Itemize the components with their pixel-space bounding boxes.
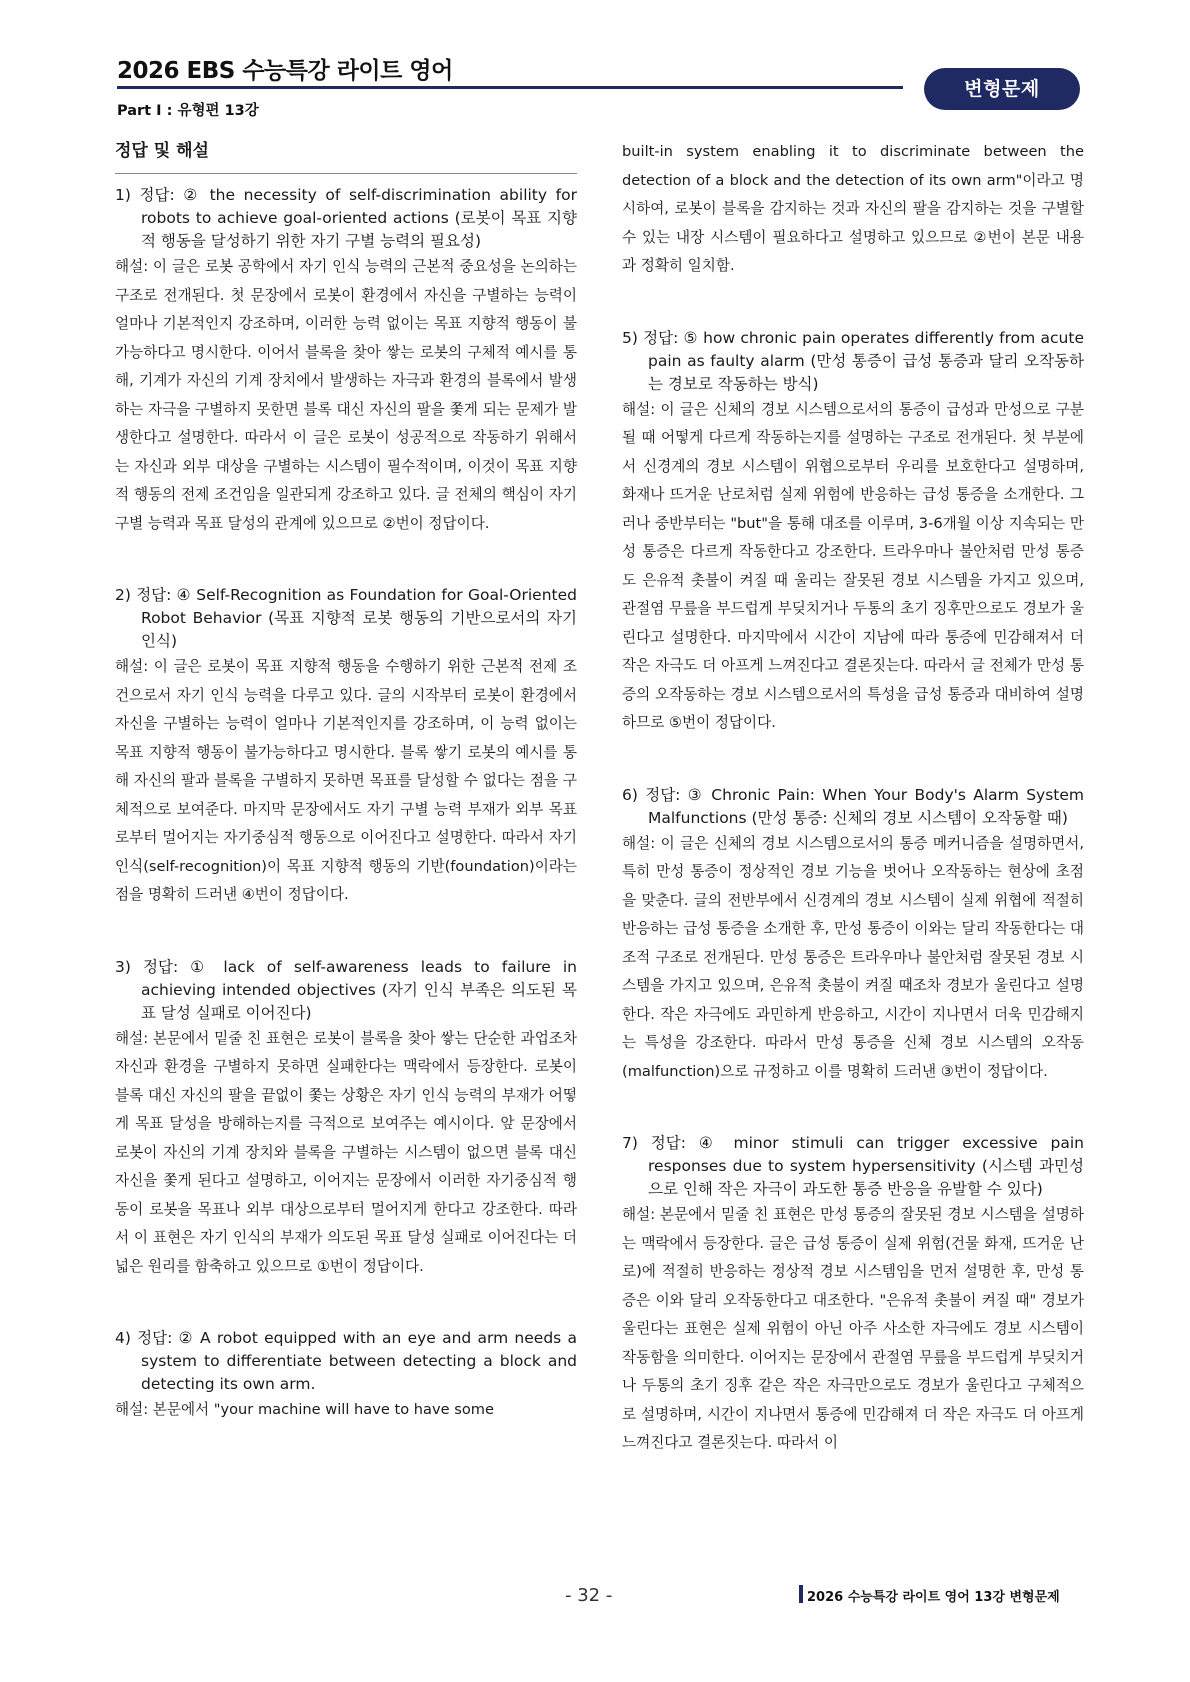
answer-item-4 bbox=[115, 1327, 577, 1425]
left-column bbox=[115, 138, 577, 1425]
answer-item-1 bbox=[115, 184, 577, 538]
explanation-text: 해설: 이 글은 로봇이 목표 지향적 행동을 수행하기 위한 근본적 전제 조건으로서 자기 인식 능력을 다루고 있다. 글의 시작부터 로봇이 환경에서 자신을 구별하는 능력이 얼마나 기본적인지를 강조하며, 이 능력 없이는 목표 지향적 행동이 불가능하다고 명시한다. 블록 쌓기 로봇의 예시를 통해 자신의 팔과 블록을 구별하지 못하면 목표를 달성할 수 없다는 점을 구체적으로 보여준다. 마지막 문장에서도 자기 구별 능력 부재가 외부 목표로부터 멀어지는 자기중심적 행동으로 이어진다고 설명한다. 따라서 자기 인식(self-recognition)이 목표 지향적 행동의 기반(foundation)이라는 점을 명확히 드러낸 ④번이 정답이다. bbox=[115, 658, 577, 903]
answer-item-6 bbox=[622, 784, 1084, 1087]
section-title: 정답 및 해설 bbox=[115, 138, 577, 174]
footer-accent-bar bbox=[799, 1585, 803, 1603]
document-subtitle: Part Ⅰ : 유형편 13강 bbox=[117, 103, 259, 119]
answer-line: 2) 정답: ④ Self-Recognition as Foundation for Goal-Oriented Robot Behavior (목표 지향적 로봇 행동의 기반으로서의 자기 인식) bbox=[115, 586, 577, 650]
explanation-text: 해설: 이 글은 신체의 경보 시스템으로서의 통증이 급성과 만성으로 구분될 때 어떻게 다르게 작동하는지를 설명하는 구조로 전개된다. 첫 부분에서 신경계의 경보 시스템이 위협으로부터 우리를 보호한다고 설명하며, 화재나 뜨거운 난로처럼 실제 위험에 반응하는 급성 통증을 소개한다. 그러나 중반부터는 "but"을 통해 대조를 이루며, 3-6개월 이상 지속되는 만성 통증은 다르게 작동한다고 강조한다. 트라우마나 불안처럼 만성 통증도 은유적 촛불이 켜질 때 울리는 잘못된 경보 시스템을 가지고 있으며, 관절염 무릎을 부드럽게 부딪치거나 두통의 초기 징후만으로도 경보가 울린다고 설명한다. 마지막에서 시간이 지남에 따라 통증에 민감해져서 더 작은 자극도 더 아프게 느껴진다고 결론짓는다. 따라서 글 전체가 만성 통증의 오작동하는 경보 시스템으로서의 특성을 급성 통증과 대비하여 설명하므로 ⑤번이 정답이다. bbox=[622, 400, 1084, 731]
explanation-text: 해설: 본문에서 밑줄 친 표현은 만성 통증의 잘못된 경보 시스템을 설명하는 맥락에서 등장한다. 글은 급성 통증이 실제 위험(건물 화재, 뜨거운 난로)에 적절히 반응하는 정상적 경보 시스템임을 먼저 설명한 후, 만성 통증은 이와 달리 오작동한다고 대조한다. "은유적 촛불이 켜질 때" 경보가 울린다는 표현은 실제 위험이 아닌 아주 사소한 자극에도 경보 시스템이 작동함을 의미한다. 이어지는 문장에서 관절염 무릎을 부드럽게 부딪치거나 두통의 초기 징후 같은 작은 자극만으로도 경보가 울린다고 구체적으로 설명하며, 시간이 지나면서 통증에 민감해져 더 작은 자극도 더 아프게 느껴진다고 결론짓는다. 따라서 이 bbox=[622, 1206, 1084, 1451]
answer-item-3 bbox=[115, 956, 577, 1282]
explanation-text: 해설: 본문에서 "your machine will have to have some bbox=[115, 1401, 494, 1418]
answer-line: 5) 정답: ⑤ how chronic pain operates differently from acute pain as faulty alarm (만성 통증이 급성 통증과 달리 오작동하는 경보로 작동하는 방식) bbox=[622, 328, 1084, 393]
variant-badge: 변형문제 bbox=[924, 68, 1080, 110]
footer-label: 2026 수능특강 라이트 영어 13강 변형문제 bbox=[807, 1590, 1060, 1605]
answer-item-7 bbox=[622, 1132, 1084, 1458]
answer-line: 1) 정답: ② the necessity of self-discrimination ability for robots to achieve goal-oriented actions (로봇이 목표 지향적 행동을 달성하기 위한 자기 구별 능력의 필요성) bbox=[115, 186, 577, 250]
answer-line: 6) 정답: ③ Chronic Pain: When Your Body's Alarm System Malfunctions (만성 통증: 신체의 경보 시스템이 오작동할 때) bbox=[622, 785, 1084, 827]
explanation-continuation: built-in system enabling it to discriminate between the detection of a block and the detection of its own arm"이라고 명시하여, 로봇이 블록을 감지하는 것과 자신의 팔을 감지하는 것을 구별할 수 있는 내장 시스템이 필요하다고 설명하고 있으므로 ②번이 본문 내용과 정확히 일치함. bbox=[622, 143, 1084, 274]
right-column bbox=[622, 138, 1084, 1458]
answer-item-2 bbox=[115, 584, 577, 910]
page-number: - 32 - bbox=[565, 1585, 613, 1606]
answer-line: 3) 정답: ① lack of self-awareness leads to failure in achieving intended objectives (자기 인식 부족은 의도된 목표 달성 실패로 이어진다) bbox=[115, 957, 577, 1022]
answer-line: 7) 정답: ④ minor stimuli can trigger excessive pain responses due to system hypersensitivity (시스템 과민성으로 인해 작은 자극이 과도한 통증 반응을 유발할 수 있다) bbox=[622, 1134, 1084, 1198]
explanation-text: 해설: 본문에서 밑줄 친 표현은 로봇이 블록을 찾아 쌓는 단순한 과업조차 자신과 환경을 구별하지 못하면 실패한다는 맥락에서 등장한다. 로봇이 블록 대신 자신의 팔을 끝없이 쫓는 상황은 자기 인식 능력의 부재가 어떻게 목표 달성을 방해하는지를 극적으로 보여주는 예시이다. 앞 문장에서 로봇이 자신의 기계 장치와 블록을 구별하는 시스템이 없으면 블록 대신 자신을 쫓게 된다고 설명하고, 이어지는 문장에서 이러한 자기중심적 행동이 로봇을 목표나 외부 대상으로부터 멀어지게 한다고 강조한다. 따라서 이 표현은 자기 인식의 부재가 의도된 목표 달성 실패로 이어진다는 더 넓은 원리를 함축하고 있으므로 ①번이 정답이다. bbox=[115, 1029, 577, 1275]
answer-item-5 bbox=[622, 327, 1084, 738]
answer-line: 4) 정답: ② A robot equipped with an eye and arm needs a system to differentiate between detecting a block and detecting its own arm. bbox=[115, 1329, 577, 1393]
explanation-text: 해설: 이 글은 신체의 경보 시스템으로서의 통증 메커니즘을 설명하면서, 특히 만성 통증이 정상적인 경보 기능을 벗어나 오작동하는 현상에 초점을 맞춘다. 글의 전반부에서 신경계의 경보 시스템이 실제 위협에 적절히 반응하는 급성 통증을 소개한 후, 만성 통증이 이와는 달리 작동한다는 대조적 구조로 전개된다. 만성 통증은 트라우마나 불안처럼 잘못된 경보 시스템을 가지고 있으며, 은유적 촛불이 켜질 때조차 경보가 울린다고 설명한다. 작은 자극에도 과민하게 반응하고, 시간이 지나면서 더욱 민감해지는 특성을 강조한다. 따라서 만성 통증을 신체 경보 시스템의 오작동(malfunction)으로 규정하고 이를 명확히 드러낸 ③번이 정답이다. bbox=[622, 834, 1084, 1080]
explanation-text: 해설: 이 글은 로봇 공학에서 자기 인식 능력의 근본적 중요성을 논의하는 구조로 전개된다. 첫 문장에서 로봇이 환경에서 자신을 구별하는 능력이 얼마나 기본적인지 강조하며, 이러한 능력 없이는 목표 지향적 행동이 불가능하다고 명시한다. 이어서 블록을 찾아 쌓는 로봇의 구체적 예시를 통해, 기계가 자신의 기계 장치에서 발생하는 자극과 환경의 블록에서 발생하는 자극을 구별하지 못한면 블록 대신 자신의 팔을 쫓게 되는 문제가 발생한다고 설명한다. 따라서 이 글은 로봇이 성공적으로 작동하기 위해서는 자신과 외부 대상을 구별하는 시스템이 필수적이며, 이것이 목표 지향적 행동의 전제 조건임을 일관되게 강조하고 있다. 글 전체의 핵심이 자기 구별 능력과 목표 달성의 관계에 있으므로 ②번이 정답이다. bbox=[115, 258, 577, 532]
document-title: 2026 EBS 수능특강 라이트 영어 bbox=[117, 58, 453, 84]
header-divider bbox=[117, 86, 903, 89]
